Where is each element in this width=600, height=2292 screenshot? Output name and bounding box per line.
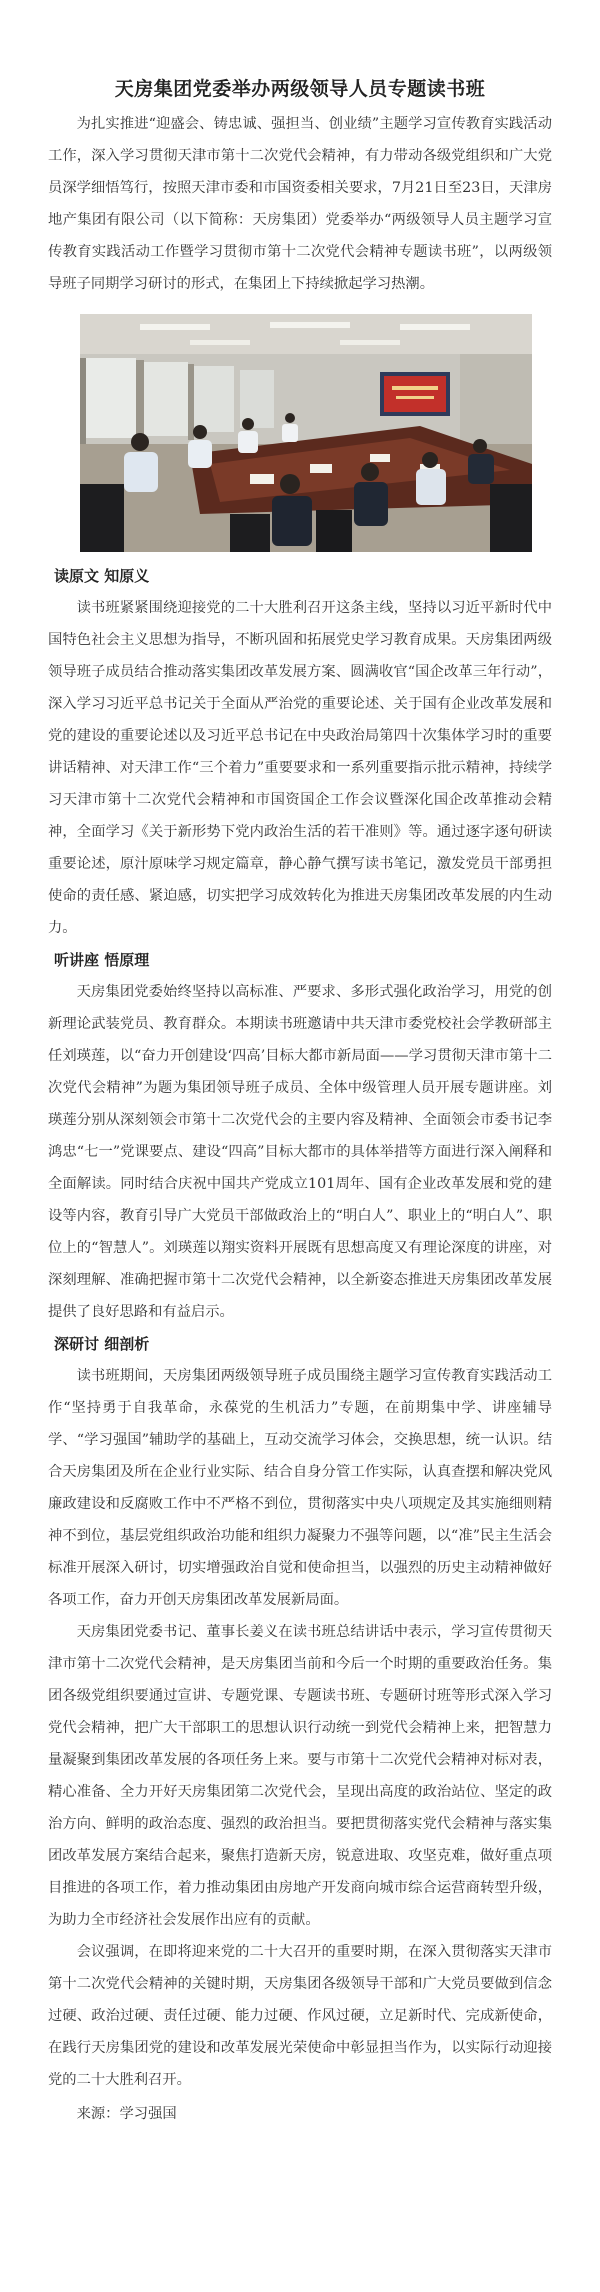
section-heading: 听讲座 悟原理 [54, 951, 150, 969]
section-heading: 深研讨 细剖析 [54, 1335, 150, 1353]
source-line: 来源：学习强国 [76, 2106, 177, 2122]
section-paragraph: 读书班紧紧围绕迎接党的二十大胜利召开这条主线，坚持以习近平新时代中国特色社会主义思想为指导，不断巩固和拓展党史学习教育成果。天房集团两级领导班子成员结合推动落实集团改革发展方案、圆满收官“国企改革三年行动”，深入学习习近平总书记关于全面从严治党的重要论述、关于国有企业改革发展和党的建设的重要论述以及习近平总书记在中央政治局第四十次集体学习时的重要讲话精神、对天津工作“三个着力”重要要求和一系列重要指示批示精神，持续学习天津市第十二次党代会精神和市国资国企工作会议暨深化国企改革推动会精神，全面学习《关于新形势下党内政治生活的若干准则》等。通过逐字逐句研读重要论述，原汁原味学习规定篇章，静心静气撰写读书笔记，激发党员干部勇担使命的责任感、紧迫感，切实把学习成效转化为推进天房集团改革发展的内生动力。 [48, 600, 552, 936]
meeting-photo-icon [80, 314, 532, 552]
section-paragraph: 读书班期间，天房集团两级领导班子成员围绕主题学习宣传教育实践活动工作“坚持勇于自我革命，永葆党的生机活力”专题，在前期集中学、讲座辅导学、“学习强国”辅助学的基础上，互动交流学习体会，交换思想，统一认识。结合天房集团及所在企业行业实际、结合自身分管工作实际，认真查摆和解决党风廉政建设和反腐败工作中不严格不到位，贯彻落实中央八项规定及其实施细则精神不到位，基层党组织政治功能和组织力凝聚力不强等问题，以“准”民主生活会标准开展深入研讨，切实增强政治自觉和使命担当，以强烈的历史主动精神做好各项工作，奋力开创天房集团改革发展新局面。 [48, 1368, 552, 1608]
section-heading: 读原文 知原义 [54, 567, 150, 585]
section-paragraph: 天房集团党委始终坚持以高标准、严要求、多形式强化政治学习，用党的创新理论武装党员、教育群众。本期读书班邀请中共天津市委党校社会学教研部主任刘瑛莲，以“奋力开创建设‘四高’目标大都市新局面——学习贯彻天津市第十二次党代会精神”为题为集团领导班子成员、全体中级管理人员开展专题讲座。刘瑛莲分别从深刻领会市第十二次党代会的主要内容及精神、全面领会市委书记李鸿忠“七一”党课要点、建设“四高”目标大都市的具体举措等方面进行深入阐释和全面解读。同时结合庆祝中国共产党成立101周年、国有企业改革发展和党的建设等内容，教育引导广大党员干部做政治上的“明白人”、职业上的“明白人”、职位上的“智慧人”。刘瑛莲以翔实资料开展既有思想高度又有理论深度的讲座，对深刻理解、准确把握市第十二次党代会精神，以全新姿态推进天房集团改革发展提供了良好思路和有益启示。 [48, 984, 552, 1320]
intro-paragraph: 为扎实推进“迎盛会、铸忠诚、强担当、创业绩”主题学习宣传教育实践活动工作，深入学习贯彻天津市第十二次党代会精神，有力带动各级党组织和广大党员深学细悟笃行，按照天津市委和市国资委相关要求，7月21日至23日，天津房地产集团有限公司（以下简称：天房集团）党委举办“两级领导人员主题学习宣传教育实践活动工作暨学习贯彻市第十二次党代会精神专题读书班”，以两级领导班子同期学习研讨的形式，在集团上下持续掀起学习热潮。 [48, 116, 552, 292]
section-paragraph: 会议强调，在即将迎来党的二十大召开的重要时期，在深入贯彻落实天津市第十二次党代会精神的关键时期，天房集团各级领导干部和广大党员要做到信念过硬、政治过硬、责任过硬、能力过硬、作风过硬，立足新时代、完成新使命，在践行天房集团党的建设和改革发展光荣使命中彰显担当作为，以实际行动迎接党的二十大胜利召开。 [48, 1944, 552, 2088]
meeting-photo [80, 314, 532, 552]
article-title: 天房集团党委举办两级领导人员专题读书班 [114, 78, 486, 100]
section-paragraph: 天房集团党委书记、董事长姜义在读书班总结讲话中表示，学习宣传贯彻天津市第十二次党代会精神，是天房集团当前和今后一个时期的重要政治任务。集团各级党组织要通过宣讲、专题党课、专题读书班、专题研讨班等形式深入学习党代会精神，把广大干部职工的思想认识行动统一到党代会精神上来，把智慧力量凝聚到集团改革发展的各项任务上来。要与市第十二次党代会精神对标对表，精心准备、全力开好天房集团第二次党代会，呈现出高度的政治站位、坚定的政治方向、鲜明的政治态度、强烈的政治担当。要把贯彻落实党代会精神与落实集团改革发展方案结合起来，聚焦打造新天房，锐意进取、攻坚克难，做好重点项目推进的各项工作，着力推动集团由房地产开发商向城市综合运营商转型升级，为助力全市经济社会发展作出应有的贡献。 [48, 1624, 552, 1928]
